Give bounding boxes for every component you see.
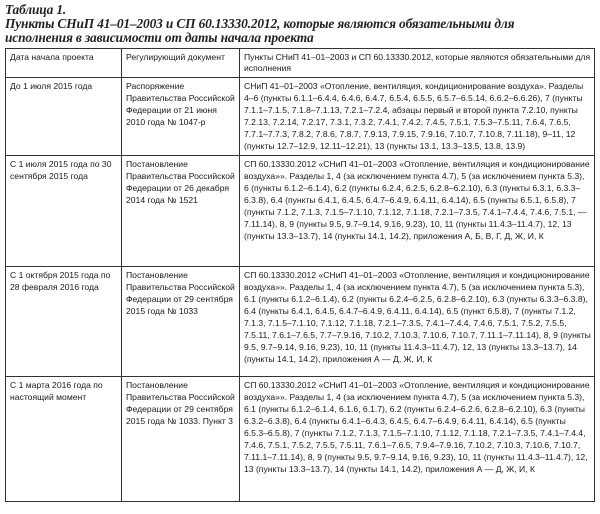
cell-mandatory-points: СП 60.13330.2012 «СНиП 41–01–2003 «Отопление, вентиляция и кондиционирование воздуха»». Разделы 1, 4 (за исключением пункта 4.7), 5 (за исключением пункта 5.3), 6.1 (пункты 6.1.2–6.1.4, 6.1.6, 6.1.7), 6.2 (пункты 6.2.4–6.2.6, 6.2.8–6.2.10), 6.3 (пункты 6.3.2–6.3.8), 6.4 (пункты 6.4.1–6.4.3, 6.4.5, 6.4.7–6.4.9, 6.4.11, 6.4.14), 6.5 (пункты 6.5.3–6.5.8), 7 (пункты 7.1.2, 7.1.3, 7.1.5–7.1.10, 7.1.12, 7.1.18, 7.2.1–7.3.5, 7.4.1–7.4.4, 7.4.6, 7.5.1, 7.5.2, 7.5.5, 7.5.11, 7.6.1–7.6.5, 7.9.4–7.9.16, 7.10.2, 7.10.3, 7.10.6, 7.10.7, 7.11.1–7.11.14), 8, 9 (пункты 9.5, 9.7–9.14, 9.16, 9.23), 10, 11 (пункты 11.4.3–11.4.7), 12, 13 (пункты 13.3–13.7), 14 (пункты 14.1, 14.2), приложения А — Д, Ж, И, К — [240, 376, 595, 501]
requirements-table — [5, 48, 595, 502]
table-caption — [5, 3, 594, 45]
table-row — [6, 78, 595, 156]
table-row — [6, 376, 595, 501]
table-header-row — [6, 49, 595, 78]
cell-regulatory-document: Постановление Правительства Российской Федерации от 29 сентября 2015 года № 1033. Пункт 3 — [122, 376, 240, 501]
table-row — [6, 266, 595, 376]
cell-project-start-date: До 1 июля 2015 года — [6, 78, 122, 156]
header-regulatory-document: Регулирующий документ — [122, 49, 240, 78]
table-title-line-2: исполнения в зависимости от даты начала проекта — [5, 30, 314, 45]
table-row — [6, 155, 595, 266]
table-label: Таблица 1. — [5, 2, 67, 17]
cell-mandatory-points: СП 60.13330.2012 «СНиП 41–01–2003 «Отопление, вентиляция и кондиционирование воздуха»». Разделы 1, 4 (за исключением пункта 4.7), 5 (за исключением пункта 5.3), 6 (пункты 6.1.2–6.1.4), 6.2 (пункты 6.2.4, 6.2.5, 6.2.8–6.2.10), 6.3 (пункты 6.3.1, 6.3.3–6.3.8), 6.4 (пункты 6.4.1, 6.4.5, 6.4.7–6.4.9, 6.4.11, 6.4.14), 6.5 (пункты 6.5.1, 6.5.8), 7 (пункты 7.1.2, 7.1.3, 7.1.5–7.1.10, 7.1.12, 7.1.18, 7.2.1–7.3.5, 7.4.1–7.4.4, 7.4.6, 7.5.1, — 7.11.14), 8, 9 (пункты 9.5, 9.7–9.14, 9.16, 9.23), 10, 11 (пункты 11.4.3–11.4.7), 12, 13 (пункты 13.3–13.7), 14 (пункты 14.1, 14.2), приложения А, Б, В, Г, Д, Ж, И, К — [240, 155, 595, 266]
cell-regulatory-document: Постановление Правительства Российской Федерации от 29 сентября 2015 года № 1033 — [122, 266, 240, 376]
cell-mandatory-points: СП 60.13330.2012 «СНиП 41–01–2003 «Отопление, вентиляция и кондиционирование воздуха»». Разделы 1, 4 (за исключением пункта 4.7), 5 (за исключением пункта 5.3), 6.1 (пункты 6.1.2–6.1.4), 6.2 (пункты 6.2.4–6.2.5, 6.2.8–6.2.10), 6.3 (пункты 6.3.3–6.3.8), 6.4 (пункты 6.4.1, 6.4.5, 6.4.7–6.4.9, 6.4.11, 6.4.14), 6.5 (пункт 6.5.8), 7 (пункты 7.1.2, 7.1.3, 7.1.5–7.1.10, 7.1.12, 7.1.18, 7.2.1–7.3.5, 7.4.1–7.4.4, 7.4.6, 7.5.1, 7.5.2, 7.5.5, 7.5.11, 7.6.1–7.6.5, 7.7–7.9.16, 7.10.2, 7.10.3, 7.10.6, 7.10.7, 7.11.1–7.11.14), 8, 9 (пункты 9.5, 9.7–9.14, 9.16, 9.23), 10, 11 (пункты 11.4.3–11.4.7), 12, 13 (пункты 13.3–13.7), 14 (пункты 14.1, 14.2), приложения А — Д, Ж, И, К — [240, 266, 595, 376]
cell-regulatory-document: Распоряжение Правительства Российской Федерации от 21 июня 2010 года № 1047-р — [122, 78, 240, 156]
header-mandatory-points: Пункты СНиП 41–01–2003 и СП 60.13330.2012, которые являются обязательными для исполнения — [240, 49, 595, 78]
table-title-line-1: Пункты СНиП 41–01–2003 и СП 60.13330.2012, которые являются обязательными для — [5, 16, 515, 31]
cell-project-start-date: С 1 октября 2015 года по 28 февраля 2016 года — [6, 266, 122, 376]
cell-project-start-date: С 1 июля 2015 года по 30 сентября 2015 года — [6, 155, 122, 266]
header-project-start-date: Дата начала проекта — [6, 49, 122, 78]
cell-mandatory-points: СНиП 41–01–2003 «Отопление, вентиляция, кондиционирование воздуха». Разделы 4–6 (пункты 6.1.1–6.4.4, 6.4.6, 6.4.7, 6.5.4, 6.5.5, 6.5.7–6.5.14, 6.6.2–6.6.26), 7 (пункты 7.1.1–7.1.5, 7.1.8–7.1.13, 7.2.1–7.2.4, абзацы первый и второй пункта 7.2.10, пункты 7.2.13, 7.2.14, 7.2.17, 7.3.1, 7.3.2, 7.4.1, 7.4.2, 7.4.5, 7.5.1, 7.5.3–7.5.11, 7.6.4, 7.6.5, 7.7.1–7.7.3, 7.8.2, 7.8.6, 7.8.7, 7.9.13, 7.9.15, 7.9.16, 7.10.7, 7.10.8, 7.11.18), 9–11, 12 (пункты 12.7–12.9, 12.11–12.21), 13 (пункты 13.1, 13.3–13.5, 13.8, 13.9) — [240, 78, 595, 156]
cell-regulatory-document: Постановление Правительства Российской Федерации от 26 декабря 2014 года № 1521 — [122, 155, 240, 266]
cell-project-start-date: С 1 марта 2016 года по настоящий момент — [6, 376, 122, 501]
